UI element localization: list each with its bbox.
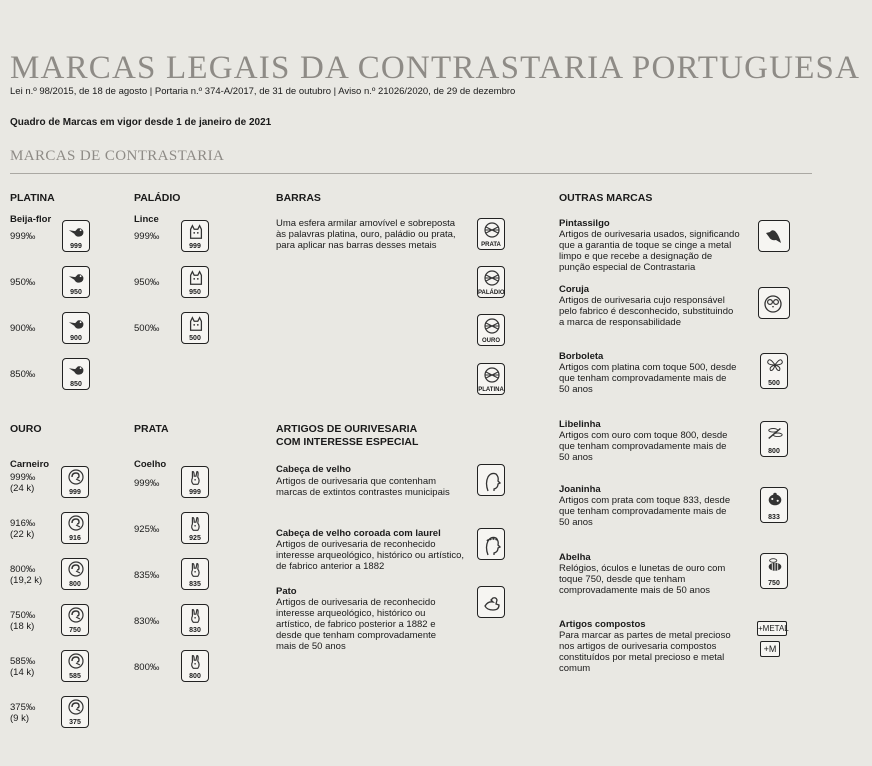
armillary-sphere-icon xyxy=(483,222,501,238)
outras-item-desc: Artigos de ourivesaria usados, significando que a garantia de toque se cinge a metal limpo e que recebe a designação de punção especial de Contrastaria xyxy=(559,229,740,273)
artigos-item-desc: Artigos de ourivesaria de reconhecido interesse arqueológico, histórico ou artístico, de fabrico posterior a 1882 e desde que tenham comprovadamente mais de 50 anos xyxy=(276,597,437,652)
hummingbird-icon xyxy=(68,362,86,378)
outras-item-name: Borboleta xyxy=(559,351,604,362)
rabbit-icon xyxy=(187,562,205,578)
ladybug-icon xyxy=(766,491,784,507)
artigos-heading-line2: COM INTERESSE ESPECIAL xyxy=(276,436,419,448)
section-title: MARCAS DE CONTRASTARIA xyxy=(10,148,225,164)
goldfinch-icon xyxy=(763,225,783,249)
mark-number: 950 xyxy=(189,289,201,296)
platina-mark xyxy=(62,220,90,252)
rabbit-icon xyxy=(187,608,205,624)
mark-number: 800 xyxy=(69,581,81,588)
outras-item-name: Pintassilgo xyxy=(559,218,610,229)
prata-value: 999‰ xyxy=(134,478,160,489)
outras-mark xyxy=(758,220,790,252)
platina-mark-name: Beija-flor xyxy=(10,214,52,225)
paladio-value: 950‰ xyxy=(134,277,160,288)
platina-value: 999‰ xyxy=(10,231,36,242)
old-man-head-icon xyxy=(482,469,502,493)
barras-metal-label: PLATINA xyxy=(478,387,504,393)
prata-value: 830‰ xyxy=(134,616,160,627)
ram-icon xyxy=(68,469,84,485)
mark-number: 850 xyxy=(70,381,82,388)
mark-number: 750 xyxy=(69,627,81,634)
prata-mark xyxy=(181,604,209,636)
outras-item-name: Libelinha xyxy=(559,419,601,430)
paladio-value: 500‰ xyxy=(134,323,160,334)
platina-mark xyxy=(62,312,90,344)
ouro-mark xyxy=(61,558,89,590)
ouro-value: 375‰ xyxy=(10,702,36,713)
platina-heading: PLATINA xyxy=(10,192,55,204)
rabbit-icon xyxy=(187,516,205,532)
outras-mark xyxy=(760,553,788,589)
artigos-item-name: Pato xyxy=(276,586,297,597)
outras-item-desc: Artigos com platina com toque 500, desde que tenham comprovadamente mais de 50 anos xyxy=(559,362,737,395)
hummingbird-icon xyxy=(68,270,86,286)
platina-mark xyxy=(62,266,90,298)
paladio-value: 999‰ xyxy=(134,231,160,242)
mark-number: 375 xyxy=(69,719,81,726)
barras-mark xyxy=(477,218,505,250)
ouro-mark xyxy=(61,604,89,636)
ouro-karat: (18 k) xyxy=(10,621,35,632)
ouro-mark xyxy=(61,512,89,544)
armillary-sphere-icon xyxy=(483,270,501,286)
mark-number: 800 xyxy=(768,448,780,455)
barras-mark xyxy=(477,314,505,346)
mark-number: 800 xyxy=(189,673,201,680)
barras-metal-label: OURO xyxy=(482,338,500,344)
legal-references: Lei n.º 98/2015, de 18 de agosto | Portaria n.º 374-A/2017, de 31 de outubro | Aviso n.º 21026/2020, de 29 de dezembro xyxy=(10,86,516,97)
paladio-heading: PALÁDIO xyxy=(134,192,181,204)
armillary-sphere-icon xyxy=(483,367,501,383)
platina-value: 850‰ xyxy=(10,369,36,380)
mark-number: 585 xyxy=(69,673,81,680)
outras-mark xyxy=(760,487,788,523)
barras-mark xyxy=(477,363,505,395)
ouro-mark xyxy=(61,696,89,728)
mark-number: 999 xyxy=(189,489,201,496)
platina-value: 950‰ xyxy=(10,277,36,288)
barras-heading: BARRAS xyxy=(276,192,321,204)
mark-number: 835 xyxy=(189,581,201,588)
ram-icon xyxy=(68,515,84,531)
composite-metal-mark: +METAL xyxy=(757,621,787,636)
outras-item-desc: Artigos com prata com toque 833, desde que tenham comprovadamente mais de 50 anos xyxy=(559,495,731,528)
laurel-crowned-head-icon xyxy=(482,533,502,557)
prata-mark-name: Coelho xyxy=(134,459,167,470)
prata-mark xyxy=(181,650,209,682)
bee-icon xyxy=(766,557,784,573)
owl-icon xyxy=(763,292,783,316)
ouro-karat: (22 k) xyxy=(10,529,35,540)
ouro-karat: (19,2 k) xyxy=(10,575,43,586)
ouro-mark-name: Carneiro xyxy=(10,459,50,470)
outras-item-name: Abelha xyxy=(559,552,591,563)
prata-mark xyxy=(181,466,209,498)
barras-description: Uma esfera armilar amovível e sobreposta às palavras platina, ouro, paládio ou prata, para aplicar nas barras desses metais xyxy=(276,218,456,251)
barras-metal-label: PALÁDIO xyxy=(478,290,505,296)
artigos-mark xyxy=(477,464,505,496)
butterfly-icon xyxy=(766,357,784,373)
ouro-mark xyxy=(61,650,89,682)
paladio-mark xyxy=(181,312,209,344)
prata-mark xyxy=(181,558,209,590)
outras-item-desc: Para marcar as partes de metal precioso nos artigos de ourivesaria compostos constituídos por metal precioso e metal comum xyxy=(559,630,731,674)
ouro-value: 800‰ xyxy=(10,564,36,575)
section-divider xyxy=(10,173,812,174)
ouro-karat: (14 k) xyxy=(10,667,35,678)
outras-mark xyxy=(760,353,788,389)
artigos-mark xyxy=(477,528,505,560)
prata-heading: PRATA xyxy=(134,423,169,435)
paladio-mark xyxy=(181,220,209,252)
artigos-item-name: Cabeça de velho xyxy=(276,464,351,475)
outras-item-name: Coruja xyxy=(559,284,590,295)
outras-mark xyxy=(760,421,788,457)
mark-number: 500 xyxy=(768,380,780,387)
prata-value: 800‰ xyxy=(134,662,160,673)
mark-number: 999 xyxy=(69,489,81,496)
mark-number: 950 xyxy=(70,289,82,296)
ram-icon xyxy=(68,607,84,623)
ouro-value: 750‰ xyxy=(10,610,36,621)
rabbit-icon xyxy=(187,470,205,486)
outras-heading: OUTRAS MARCAS xyxy=(559,192,653,204)
paladio-mark xyxy=(181,266,209,298)
duck-icon xyxy=(482,591,502,615)
mark-number: 830 xyxy=(189,627,201,634)
prata-value: 925‰ xyxy=(134,524,160,535)
artigos-heading: ARTIGOS DE OURIVESARIA xyxy=(276,423,418,435)
mark-number: 500 xyxy=(189,335,201,342)
ouro-mark xyxy=(61,466,89,498)
outras-item-desc: Artigos com ouro com toque 800, desde que tenham comprovadamente mais de 50 anos xyxy=(559,430,728,463)
outras-item-name: Artigos compostos xyxy=(559,619,646,630)
ouro-heading: OURO xyxy=(10,423,42,435)
platina-mark xyxy=(62,358,90,390)
ram-icon xyxy=(68,561,84,577)
mark-number: 925 xyxy=(189,535,201,542)
outras-mark xyxy=(758,287,790,319)
artigos-item-desc: Artigos de ourivesaria de reconhecido interesse arqueológico, histórico ou artístico, de fabrico anterior a 1882 xyxy=(276,539,464,572)
ram-icon xyxy=(68,653,84,669)
lynx-icon xyxy=(187,224,205,240)
lynx-icon xyxy=(187,270,205,286)
composite-m-mark: +M xyxy=(760,641,780,657)
outras-item-desc: Artigos de ourivesaria cujo responsável pelo fabrico é desconhecido, substituindo a marca de responsabilidade xyxy=(559,295,734,328)
hummingbird-icon xyxy=(68,316,86,332)
page-title: MARCAS LEGAIS DA CONTRASTARIA PORTUGUESA xyxy=(10,50,861,86)
mark-number: 999 xyxy=(189,243,201,250)
ouro-value: 999‰ xyxy=(10,472,36,483)
dragonfly-icon xyxy=(766,425,784,441)
ouro-value: 916‰ xyxy=(10,518,36,529)
barras-mark xyxy=(477,266,505,298)
table-caption: Quadro de Marcas em vigor desde 1 de janeiro de 2021 xyxy=(10,117,272,128)
ouro-karat: (24 k) xyxy=(10,483,35,494)
mark-number: 999 xyxy=(70,243,82,250)
artigos-item-desc: Artigos de ourivesaria que contenham marcas de extintos contrastes municipais xyxy=(276,476,450,498)
hummingbird-icon xyxy=(68,224,86,240)
ouro-value: 585‰ xyxy=(10,656,36,667)
artigos-item-name: Cabeça de velho coroada com laurel xyxy=(276,528,441,539)
mark-number: 750 xyxy=(768,580,780,587)
prata-mark xyxy=(181,512,209,544)
outras-item-name: Joaninha xyxy=(559,484,601,495)
paladio-mark-name: Lince xyxy=(134,214,159,225)
ouro-karat: (9 k) xyxy=(10,713,29,724)
ram-icon xyxy=(68,699,84,715)
mark-number: 900 xyxy=(70,335,82,342)
mark-number: 916 xyxy=(69,535,81,542)
armillary-sphere-icon xyxy=(483,318,501,334)
mark-number: 833 xyxy=(768,514,780,521)
outras-item-desc: Relógios, óculos e lunetas de ouro com toque 750, desde que tenham comprovadamente mais de 50 anos xyxy=(559,563,726,596)
rabbit-icon xyxy=(187,654,205,670)
prata-value: 835‰ xyxy=(134,570,160,581)
lynx-icon xyxy=(187,316,205,332)
platina-value: 900‰ xyxy=(10,323,36,334)
artigos-mark xyxy=(477,586,505,618)
barras-metal-label: PRATA xyxy=(481,242,501,248)
